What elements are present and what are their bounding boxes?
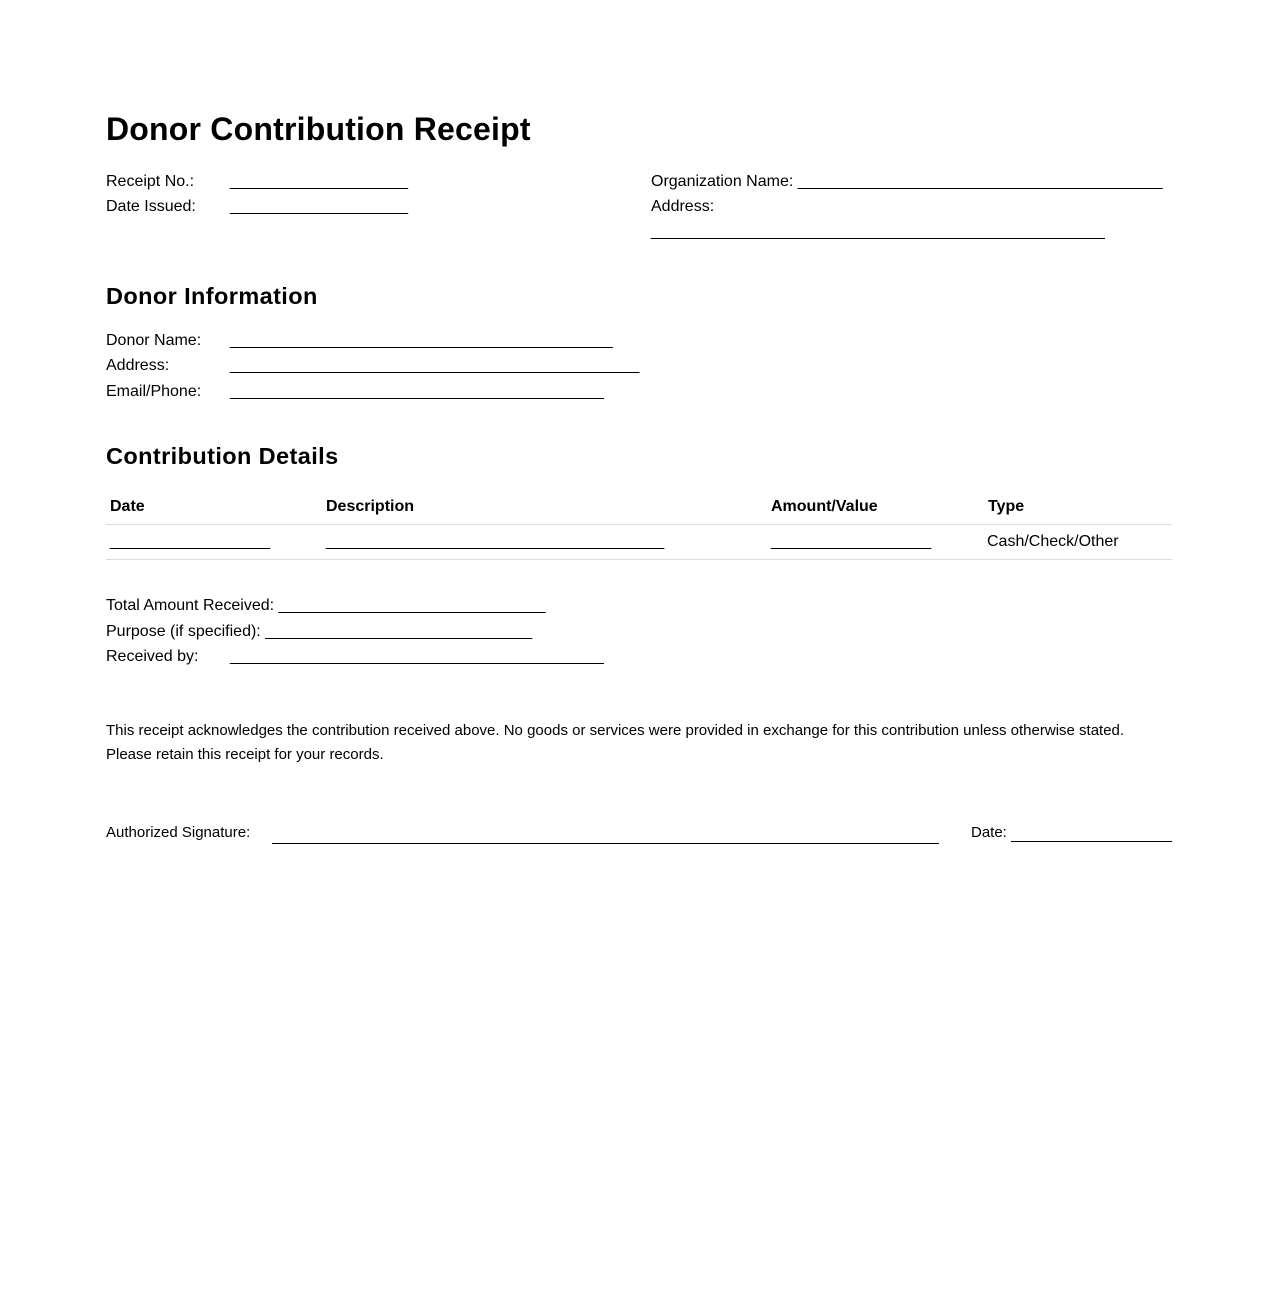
donor-name-row	[106, 331, 613, 351]
authorized-signature-label: Authorized Signature:	[106, 824, 251, 841]
column-header-date: Date	[106, 491, 322, 525]
donor-address-field[interactable]: ______________________________________________	[230, 357, 640, 374]
donor-email-phone-row	[106, 382, 604, 402]
received-by-field[interactable]: __________________________________________	[230, 648, 604, 665]
purpose-row	[106, 622, 532, 642]
donor-address-label: Address:	[106, 357, 170, 374]
received-by-label: Received by:	[106, 648, 199, 665]
contribution-date-field[interactable]: __________________	[106, 525, 322, 560]
contribution-details-heading: Contribution Details	[106, 443, 339, 469]
table-row	[106, 525, 1172, 560]
organization-address-label: Address:	[651, 198, 715, 215]
purpose-label: Purpose (if specified):	[106, 623, 261, 640]
receipt-no-row	[106, 172, 408, 192]
donor-name-label: Donor Name:	[106, 332, 202, 349]
donor-address-row	[106, 356, 640, 376]
page-title: Donor Contribution Receipt	[106, 111, 531, 147]
contribution-table	[106, 491, 1172, 560]
table-header-row	[106, 491, 1172, 525]
total-amount-row	[106, 596, 546, 616]
column-header-amount: Amount/Value	[767, 491, 984, 525]
received-by-row	[106, 647, 604, 667]
acknowledgement-note	[106, 719, 1172, 767]
organization-address-field[interactable]: ___________________________________________________	[651, 223, 1105, 240]
organization-address-row	[651, 197, 714, 217]
note-line-2: Please retain this receipt for your records.	[106, 746, 384, 763]
receipt-no-field[interactable]: ____________________	[230, 173, 408, 190]
date-issued-row	[106, 197, 408, 217]
date-issued-label: Date Issued:	[106, 198, 196, 215]
signature-date-label: Date:	[971, 824, 1007, 841]
signature-date-line[interactable]	[1011, 841, 1172, 842]
donor-information-heading: Donor Information	[106, 283, 318, 309]
note-line-1: This receipt acknowledges the contribution received above. No goods or services were provided in exchange for this contribution unless otherwise stated.	[106, 722, 1125, 739]
total-amount-field[interactable]: ______________________________	[278, 597, 546, 614]
donor-email-phone-label: Email/Phone:	[106, 383, 202, 400]
receipt-no-label: Receipt No.:	[106, 173, 195, 190]
total-amount-label: Total Amount Received:	[106, 597, 275, 614]
donor-name-field[interactable]: ___________________________________________	[230, 332, 613, 349]
contribution-type-field[interactable]: Cash/Check/Other	[984, 525, 1172, 560]
date-issued-field[interactable]: ____________________	[230, 198, 408, 215]
organization-name-row	[651, 172, 1163, 192]
column-header-description: Description	[322, 491, 767, 525]
authorized-signature-line[interactable]	[272, 843, 939, 844]
donor-email-phone-field[interactable]: __________________________________________	[230, 383, 604, 400]
organization-name-label: Organization Name:	[651, 173, 794, 190]
organization-name-field[interactable]: _________________________________________	[797, 173, 1163, 190]
contribution-description-field[interactable]: ______________________________________	[322, 525, 767, 560]
column-header-type: Type	[984, 491, 1172, 525]
contribution-amount-field[interactable]: __________________	[767, 525, 984, 560]
purpose-field[interactable]: ______________________________	[265, 623, 533, 640]
